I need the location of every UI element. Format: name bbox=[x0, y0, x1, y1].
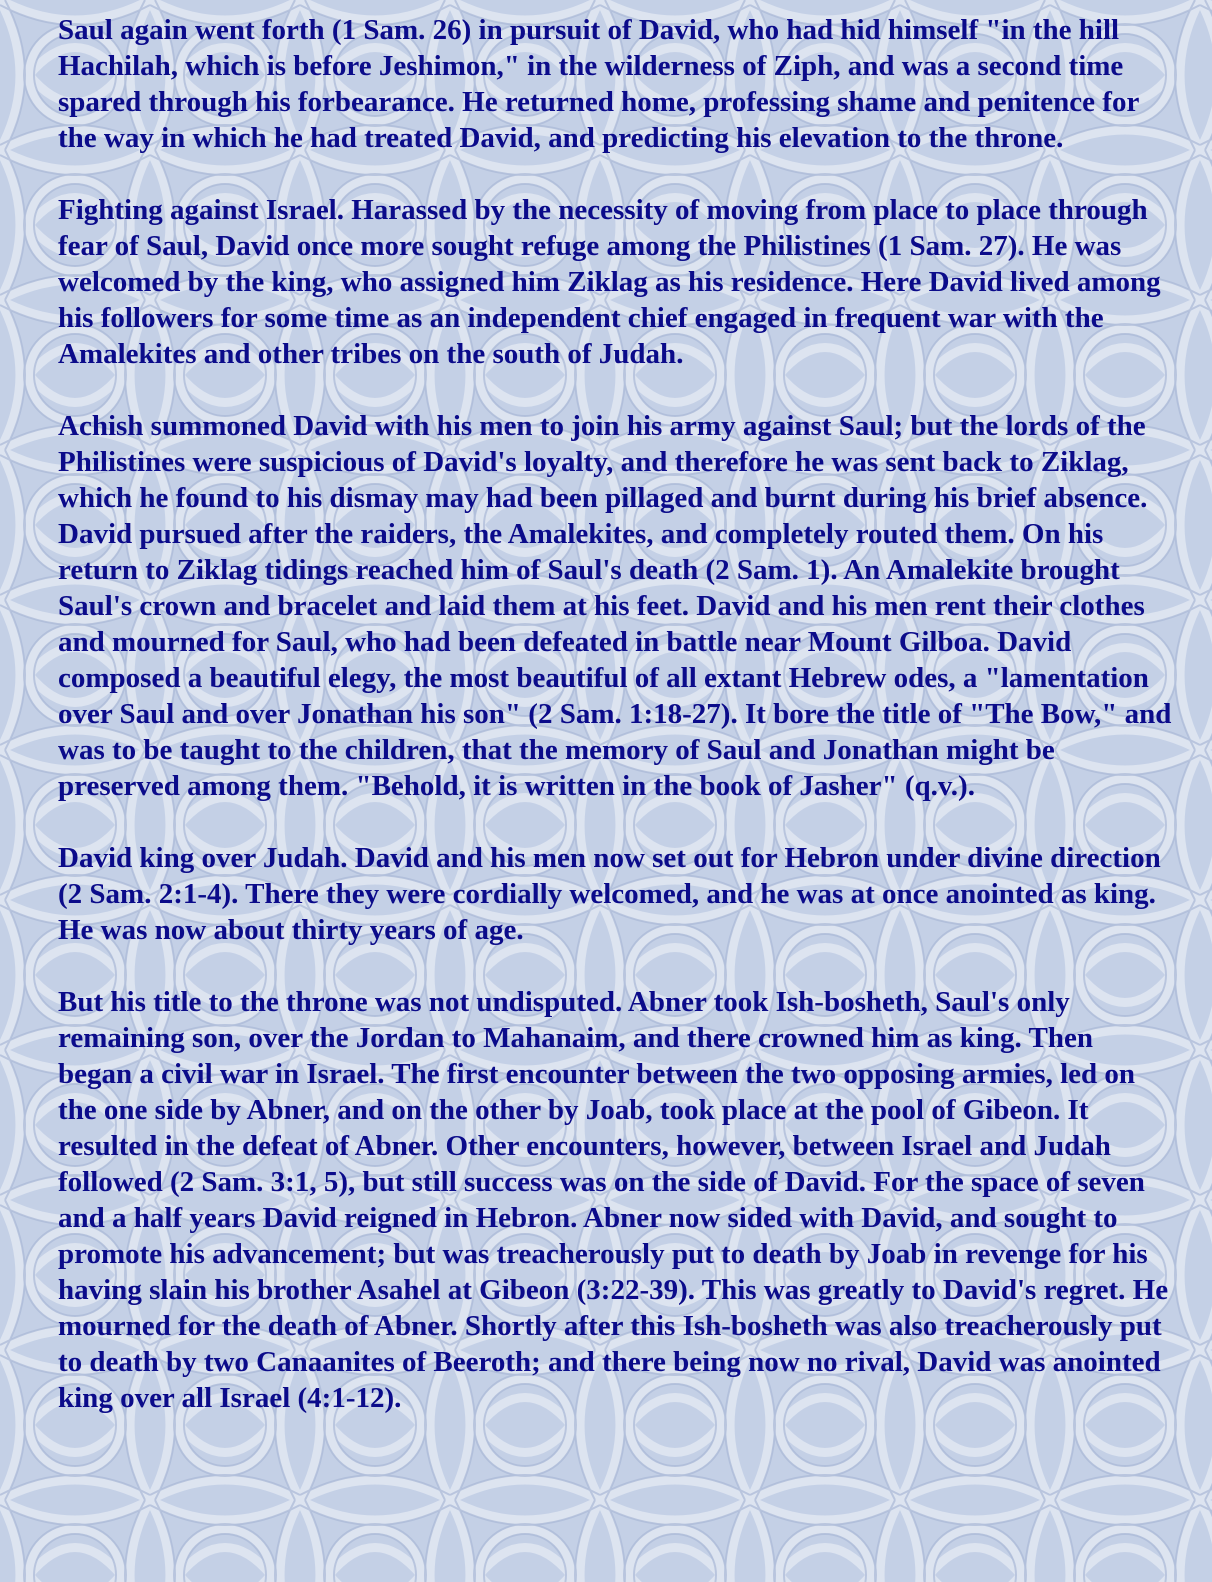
paragraph-saul-pursuit: Saul again went forth (1 Sam. 26) in pursuit of David, who had hid himself "in the hill Hachilah, which is before Jeshimon," in the wilderness of Ziph, and was a second time spared through his forbearance. He returned home, professing shame and penitence for the way in which he had treated David, and predicting his elevation to the throne. bbox=[58, 14, 1139, 154]
paragraph-achish-summons: Achish summoned David with his men to join his army against Saul; but the lords of the Philistines were suspicious of David's loyalty, and therefore he was sent back to Ziklag, which he found to his dismay may had been pillaged and burnt during his brief absence. David pursued after the raiders, the Amalekites, and completely routed them. On his return to Ziklag tidings reached him of Saul's death (2 Sam. 1). An Amalekite brought Saul's crown and bracelet and laid them at his feet. David and his men rent their clothes and mourned for Saul, who had been defeated in battle near Mount Gilboa. David composed a beautiful elegy, the most beautiful of all extant Hebrew odes, a "lamentation over Saul and over Jonathan his son" (2 Sam. 1:18-27). It bore the title of "The Bow," and was to be taught to the children, that the memory of Saul and Jonathan might be preserved among them. "Behold, it is written in the book of Jasher" (q.v.). bbox=[58, 410, 1172, 802]
paragraph-civil-war: But his title to the throne was not undisputed. Abner took Ish-bosheth, Saul's only remaining son, over the Jordan to Mahanaim, and there crowned him as king. Then began a civil war in Israel. The first encounter between the two opposing armies, led on the one side by Abner, and on the other by Joab, took place at the pool of Gibeon. It resulted in the defeat of Abner. Other encounters, however, between Israel and Judah followed (2 Sam. 3:1, 5), but still success was on the side of David. For the space of seven and a half years David reigned in Hebron. Abner now sided with David, and sought to promote his advancement; but was treacherously put to death by Joab in revenge for his having slain his brother Asahel at Gibeon (3:22-39). This was greatly to David's regret. He mourned for the death of Abner. Shortly after this Ish-bosheth was also treacherously put to death by two Canaanites of Beeroth; and there being now no rival, David was anointed king over all Israel (4:1-12). bbox=[58, 986, 1169, 1414]
paragraph-king-over-judah: David king over Judah. David and his men now set out for Hebron under divine direction (2 Sam. 2:1-4). There they were cordially welcomed, and he was at once anointed as king. He was now about thirty years of age. bbox=[58, 842, 1161, 946]
paragraph-fighting-against-israel: Fighting against Israel. Harassed by the necessity of moving from place to place through fear of Saul, David once more sought refuge among the Philistines (1 Sam. 27). He was welcomed by the king, who assigned him Ziklag as his residence. Here David lived among his followers for some time as an independent chief engaged in frequent war with the Amalekites and other tribes on the south of Judah. bbox=[58, 194, 1161, 370]
